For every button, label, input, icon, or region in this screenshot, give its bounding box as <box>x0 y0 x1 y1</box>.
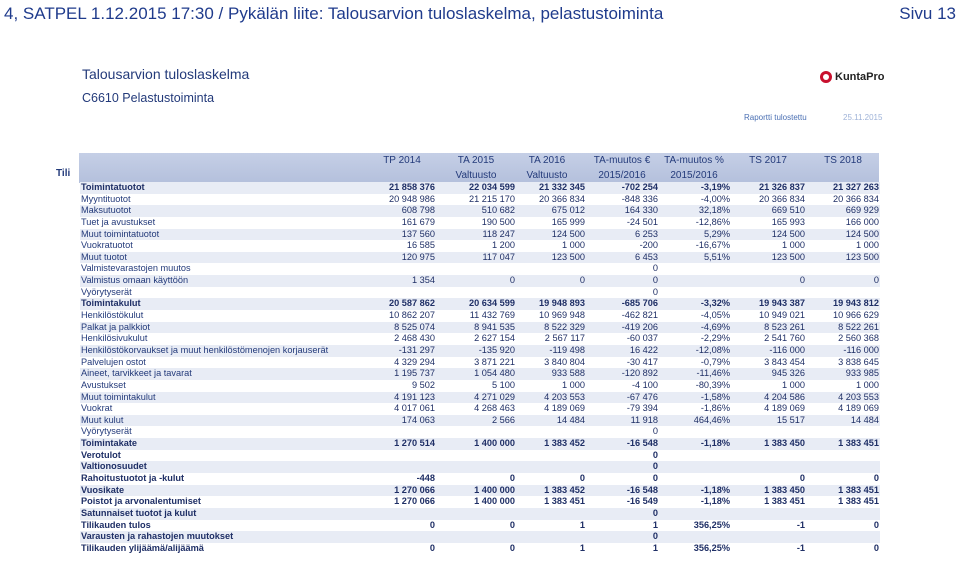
table-cell: -200 <box>639 240 658 251</box>
logo-text: KuntaPro <box>835 71 885 83</box>
table-row <box>80 531 880 543</box>
table-cell: 4 189 069 <box>544 403 585 414</box>
table-cell: 0 <box>579 275 585 286</box>
table-cell: 8 523 261 <box>764 321 805 332</box>
table-cell: 4 329 294 <box>394 356 435 367</box>
row-label: Henkilöstökorvaukset ja muut henkilöstömenojen korjauserät <box>81 344 329 355</box>
table-cell: -448 <box>416 473 435 484</box>
table-cell: 10 969 948 <box>539 310 585 321</box>
table-row <box>80 275 880 287</box>
table-cell: 0 <box>429 519 435 530</box>
table-cell: 16 422 <box>629 344 658 355</box>
table-row <box>80 182 880 194</box>
table-cell: 5,51% <box>703 251 730 262</box>
row-label: Henkilösivukulut <box>81 333 148 344</box>
column-header-line1: TA-muutos € <box>593 155 651 166</box>
table-cell: -11,46% <box>696 368 730 379</box>
table-cell: 1 383 451 <box>764 496 805 507</box>
table-cell: -131 297 <box>398 344 435 355</box>
table-cell: 2 567 117 <box>544 333 585 344</box>
table-cell: 21 332 345 <box>539 182 585 192</box>
table-cell: 4 017 061 <box>394 403 435 414</box>
table-cell: -135 920 <box>478 344 515 355</box>
table-cell: 1 <box>579 519 585 530</box>
table-row <box>80 287 880 299</box>
table-cell: 0 <box>652 473 658 484</box>
table-cell: 4 189 069 <box>764 403 805 414</box>
table-row <box>80 473 880 485</box>
table-cell: 32,18% <box>698 205 730 216</box>
table-cell: 1 383 452 <box>544 484 585 495</box>
table-row <box>80 380 880 392</box>
table-cell: -16 548 <box>626 484 658 495</box>
row-header-label: Tili <box>56 168 71 179</box>
table-cell: -24 501 <box>626 216 658 227</box>
table-cell: 123 500 <box>845 251 879 262</box>
table-cell: -80,39% <box>695 379 730 390</box>
table-cell: 123 500 <box>771 251 805 262</box>
report-title: Talousarvion tuloslaskelma <box>82 66 250 82</box>
row-label: Muut toimintakulut <box>81 391 156 402</box>
table-cell: -119 498 <box>549 344 585 355</box>
table-cell: 21 327 263 <box>833 182 879 192</box>
table-cell: 1 <box>579 542 585 553</box>
table-cell: 0 <box>509 473 515 484</box>
kuntapro-logo <box>820 69 885 85</box>
table-cell: 8 941 535 <box>474 321 515 332</box>
table-cell: 669 929 <box>845 205 879 216</box>
table-row <box>80 543 880 555</box>
row-label: Varausten ja rahastojen muutokset <box>81 531 234 542</box>
table-cell: 4 203 553 <box>838 391 879 402</box>
table-cell: 0 <box>652 286 658 297</box>
column-header-line2: Valtuusto <box>526 170 568 181</box>
table-cell: 14 484 <box>850 414 879 425</box>
row-label: Tilikauden ylijäämä/alijäämä <box>81 542 204 553</box>
row-label: Aineet, tarvikkeet ja tavarat <box>81 368 192 379</box>
table-cell: 166 000 <box>845 216 879 227</box>
table-cell: -1 <box>796 542 805 553</box>
row-label: Poistot ja arvonalentumiset <box>81 496 201 507</box>
table-cell: 0 <box>429 542 435 553</box>
table-cell: 137 560 <box>401 228 435 239</box>
table-cell: -60 037 <box>626 333 658 344</box>
table-cell: -1 <box>796 519 805 530</box>
table-cell: 3 840 804 <box>544 356 585 367</box>
table-cell: -1,58% <box>700 391 730 402</box>
table-cell: 933 588 <box>551 368 585 379</box>
table-cell: 20 587 862 <box>389 298 435 309</box>
table-cell: 1 195 737 <box>394 368 435 379</box>
table-row <box>80 450 880 462</box>
table-cell: 19 943 387 <box>759 298 805 309</box>
column-header-line1: TA-muutos % <box>664 155 724 166</box>
table-cell: -1,86% <box>700 403 730 414</box>
table-cell: 0 <box>873 542 879 553</box>
table-cell: 19 943 812 <box>833 298 879 309</box>
table-cell: -4,00% <box>700 193 730 204</box>
row-label: Palkat ja palkkiot <box>81 321 150 332</box>
kuntapro-logo-icon <box>820 71 832 83</box>
table-cell: 124 500 <box>771 228 805 239</box>
table-cell: -67 476 <box>626 391 658 402</box>
table-cell: 1 000 <box>782 240 805 251</box>
table-cell: -1,18% <box>700 496 730 507</box>
row-label: Toimintatuotot <box>81 182 145 192</box>
table-row <box>80 415 880 427</box>
table-cell: 3 843 454 <box>764 356 805 367</box>
table-cell: 123 500 <box>551 251 585 262</box>
table-cell: 0 <box>799 275 805 286</box>
table-row <box>80 485 880 497</box>
table-cell: 1 <box>652 519 658 530</box>
table-cell: 117 047 <box>482 251 515 262</box>
table-cell: 0 <box>652 507 658 518</box>
page-header <box>0 4 960 28</box>
row-label: Palvelujen ostot <box>81 356 146 367</box>
table-cell: 0 <box>873 473 879 484</box>
table-cell: 14 484 <box>556 414 585 425</box>
table-cell: 1 383 452 <box>544 438 585 449</box>
table-cell: 20 366 834 <box>759 193 805 204</box>
table-cell: 120 975 <box>401 251 435 262</box>
table-cell: 1 400 000 <box>474 484 515 495</box>
table-cell: 20 634 599 <box>469 298 515 309</box>
table-cell: 1 400 000 <box>474 438 515 449</box>
row-label: Rahoitustuotot ja -kulut <box>81 473 185 484</box>
row-label: Vuokratuotot <box>81 240 133 251</box>
table-cell: 608 798 <box>401 205 435 216</box>
row-label: Satunnaiset tuotot ja kulut <box>81 507 197 518</box>
table-row <box>80 357 880 369</box>
table-cell: 356,25% <box>693 519 730 530</box>
column-header-line2: 2015/2016 <box>598 170 646 181</box>
table-row <box>80 508 880 520</box>
table-cell: 1 270 066 <box>394 484 435 495</box>
table-cell: 165 993 <box>771 216 805 227</box>
table-cell: 1 383 451 <box>544 496 585 507</box>
table-cell: 10 862 207 <box>389 310 435 321</box>
table-row <box>80 438 880 450</box>
table-cell: 20 366 834 <box>833 193 879 204</box>
table-cell: 0 <box>579 473 585 484</box>
table-cell: 1 383 450 <box>764 484 805 495</box>
table-row <box>80 333 880 345</box>
row-label: Maksutuotot <box>81 205 132 216</box>
column-header-line1: TS 2018 <box>824 155 862 166</box>
table-cell: -4,69% <box>700 321 730 332</box>
table-cell: 1 000 <box>562 379 585 390</box>
table-cell: -16 548 <box>626 438 658 449</box>
row-label: Vyörytyserät <box>81 286 132 297</box>
table-cell: -30 417 <box>626 356 658 367</box>
table-row <box>80 520 880 532</box>
column-header-line2: 2015/2016 <box>670 170 718 181</box>
table-cell: 4 191 123 <box>394 391 435 402</box>
column-header-line1: TS 2017 <box>749 155 787 166</box>
table-row <box>80 298 880 310</box>
table-cell: 464,46% <box>693 414 730 425</box>
table-cell: 1 270 066 <box>394 496 435 507</box>
table-cell: 0 <box>799 473 805 484</box>
report-printed-label: Raportti tulostettu <box>744 113 807 122</box>
table-cell: -419 206 <box>621 321 658 332</box>
table-row <box>80 368 880 380</box>
table-cell: 2 541 760 <box>764 333 805 344</box>
table-cell: 165 999 <box>551 216 585 227</box>
table-cell: 0 <box>652 263 658 274</box>
income-statement-table <box>80 182 880 555</box>
row-label: Valmistus omaan käyttöön <box>81 275 189 286</box>
table-row <box>80 426 880 438</box>
table-cell: 2 468 430 <box>394 333 435 344</box>
row-label: Toimintakulut <box>81 298 141 309</box>
table-cell: 22 034 599 <box>469 182 515 192</box>
table-cell: 2 560 368 <box>838 333 879 344</box>
table-row <box>80 229 880 241</box>
row-label: Vuokrat <box>81 403 113 414</box>
table-cell: 6 253 <box>635 228 658 239</box>
report-subtitle: C6610 Pelastustoiminta <box>82 91 215 105</box>
table-cell: 1 000 <box>562 240 585 251</box>
table-cell: 10 966 629 <box>833 310 879 321</box>
row-label: Avustukset <box>81 379 126 390</box>
table-cell: 1 400 000 <box>474 496 515 507</box>
table-cell: 118 247 <box>482 228 515 239</box>
table-cell: 1 <box>652 542 658 553</box>
table-cell: 164 330 <box>624 205 658 216</box>
table-cell: 1 354 <box>412 275 435 286</box>
table-cell: -16,67% <box>695 240 730 251</box>
row-label: Muut toimintatuotot <box>81 228 160 239</box>
table-cell: 0 <box>873 275 879 286</box>
table-cell: 1 270 514 <box>394 438 435 449</box>
table-cell: 669 510 <box>771 205 805 216</box>
table-cell: 356,25% <box>693 542 730 553</box>
table-cell: 21 858 376 <box>389 182 435 192</box>
table-row <box>80 345 880 357</box>
table-cell: 124 500 <box>845 228 879 239</box>
table-row <box>80 392 880 404</box>
table-cell: 1 200 <box>492 240 515 251</box>
table-cell: -120 892 <box>621 368 658 379</box>
table-cell: -12,86% <box>695 216 730 227</box>
column-header-line2: Valtuusto <box>455 170 497 181</box>
table-row <box>80 496 880 508</box>
table-cell: -116 000 <box>843 344 879 355</box>
table-cell: 0 <box>652 461 658 472</box>
table-cell: -4 100 <box>631 379 658 390</box>
table-cell: 0 <box>652 449 658 460</box>
table-cell: 0 <box>873 519 879 530</box>
table-cell: 11 918 <box>630 414 658 425</box>
table-cell: 1 383 451 <box>838 438 879 449</box>
table-cell: 2 566 <box>492 414 515 425</box>
table-cell: 174 063 <box>401 414 435 425</box>
table-cell: 2 627 154 <box>474 333 515 344</box>
table-cell: 161 679 <box>401 216 435 227</box>
table-cell: 21 326 837 <box>759 182 805 192</box>
table-cell: 11 432 769 <box>469 310 515 321</box>
table-cell: 20 366 834 <box>539 193 585 204</box>
table-cell: 16 585 <box>406 240 435 251</box>
table-cell: 0 <box>652 531 658 542</box>
table-cell: 3 838 645 <box>838 356 879 367</box>
table-cell: 6 453 <box>635 251 658 262</box>
table-cell: 9 502 <box>412 379 435 390</box>
table-cell: 4 203 553 <box>544 391 585 402</box>
table-cell: -702 254 <box>621 182 658 192</box>
table-cell: 0 <box>652 275 658 286</box>
table-row <box>80 252 880 264</box>
table-cell: 675 012 <box>551 205 585 216</box>
table-cell: 1 000 <box>782 379 805 390</box>
table-cell: -3,19% <box>700 182 730 192</box>
table-cell: -462 821 <box>621 310 658 321</box>
row-label: Vyörytyserät <box>81 426 132 437</box>
table-cell: -3,32% <box>700 298 730 309</box>
table-cell: 510 682 <box>481 205 515 216</box>
row-label: Toimintakate <box>81 438 137 449</box>
column-header-line1: TA 2015 <box>457 155 495 166</box>
table-row <box>80 322 880 334</box>
table-cell: 190 500 <box>481 216 515 227</box>
table-cell: -1,18% <box>700 438 730 449</box>
page-header-title: 4, SATPEL 1.12.2015 17:30 / Pykälän liite: Talousarvion tuloslaskelma, pelastustoiminta <box>4 4 664 23</box>
row-label: Muut tuotot <box>81 251 127 262</box>
table-cell: 5,29% <box>703 228 730 239</box>
table-row <box>80 217 880 229</box>
row-label: Vuosikate <box>81 484 125 495</box>
row-label: Verotulot <box>81 449 121 460</box>
table-cell: 8 522 261 <box>838 321 879 332</box>
table-cell: 1 383 450 <box>764 438 805 449</box>
table-cell: -116 000 <box>769 344 805 355</box>
table-row <box>80 205 880 217</box>
column-header <box>798 155 888 170</box>
table-cell: 21 215 170 <box>469 193 515 204</box>
page-number: Sivu 13 <box>899 4 956 23</box>
table-cell: 0 <box>652 426 658 437</box>
table-row <box>80 194 880 206</box>
row-label: Valmistevarastojen muutos <box>81 263 191 274</box>
table-cell: 1 000 <box>856 240 879 251</box>
table-cell: 4 204 586 <box>764 391 805 402</box>
table-row <box>80 263 880 275</box>
table-cell: -12,08% <box>695 344 730 355</box>
table-cell: -4,05% <box>700 310 730 321</box>
table-cell: 1 054 480 <box>474 368 515 379</box>
table-cell: 0 <box>509 542 515 553</box>
table-cell: -2,29% <box>700 333 730 344</box>
row-label: Valtionosuudet <box>81 461 147 472</box>
table-cell: 0 <box>509 519 515 530</box>
table-cell: 3 871 221 <box>474 356 515 367</box>
table-cell: 0 <box>509 275 515 286</box>
row-label: Myyntituotot <box>81 193 131 204</box>
table-cell: 20 948 986 <box>389 193 435 204</box>
row-label: Henkilöstökulut <box>81 310 144 321</box>
table-cell: 945 326 <box>771 368 805 379</box>
table-cell: -848 336 <box>621 193 658 204</box>
table-cell: 4 271 029 <box>474 391 515 402</box>
table-cell: -16 549 <box>626 496 658 507</box>
row-label: Tuet ja avustukset <box>81 216 156 227</box>
table-cell: 933 985 <box>845 368 879 379</box>
table-cell: 10 949 021 <box>759 310 805 321</box>
table-cell: -685 706 <box>621 298 658 309</box>
table-cell: 5 100 <box>492 379 515 390</box>
row-label: Muut kulut <box>81 414 124 425</box>
table-cell: 8 525 074 <box>394 321 435 332</box>
column-header-line1: TP 2014 <box>383 155 421 166</box>
table-cell: 19 948 893 <box>539 298 585 309</box>
table-cell: 15 517 <box>776 414 805 425</box>
table-row <box>80 240 880 252</box>
table-row <box>80 310 880 322</box>
table-cell: 8 522 329 <box>544 321 585 332</box>
table-cell: 4 189 069 <box>838 403 879 414</box>
table-cell: 4 268 463 <box>474 403 515 414</box>
table-cell: -79 394 <box>626 403 658 414</box>
table-cell: -1,18% <box>700 484 730 495</box>
table-cell: 1 000 <box>856 379 879 390</box>
table-cell: 1 383 451 <box>838 484 879 495</box>
report-printed-date: 25.11.2015 <box>843 113 883 122</box>
table-row <box>80 403 880 415</box>
column-header-line1: TA 2016 <box>528 155 566 166</box>
table-cell: -0,79% <box>700 356 730 367</box>
table-cell: 1 383 451 <box>838 496 879 507</box>
row-label: Tilikauden tulos <box>81 519 151 530</box>
table-row <box>80 461 880 473</box>
table-cell: 124 500 <box>551 228 585 239</box>
